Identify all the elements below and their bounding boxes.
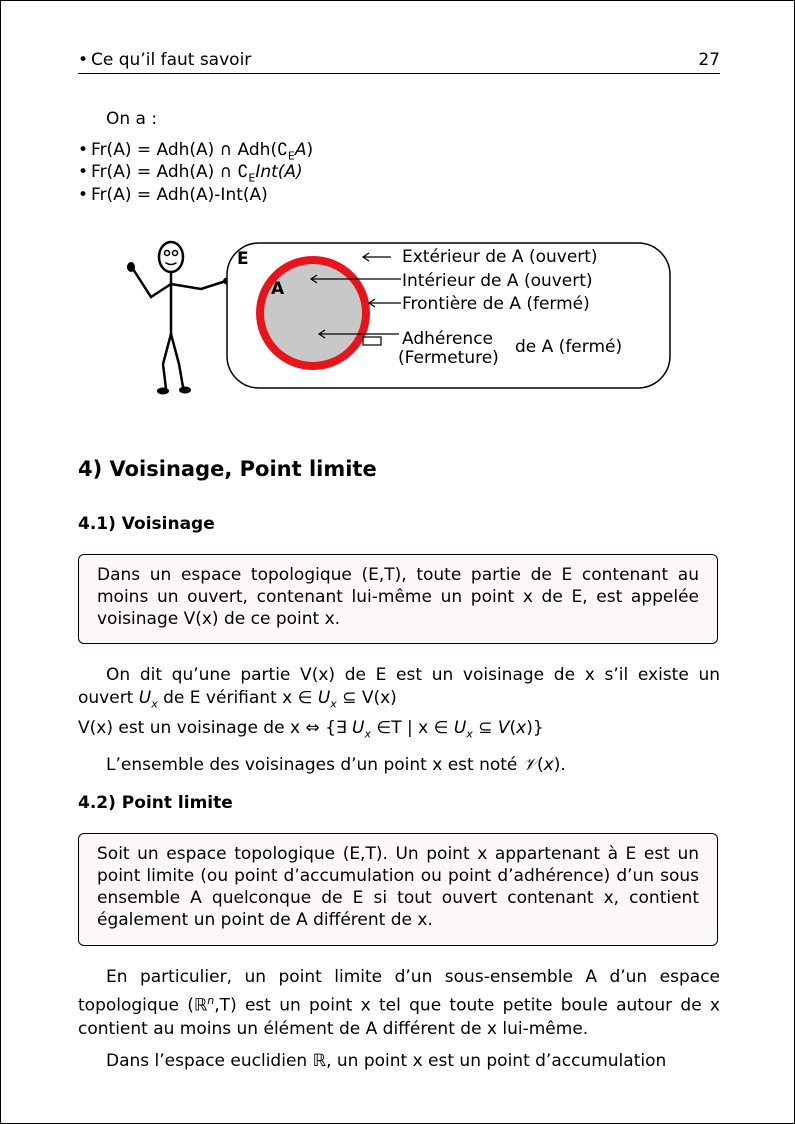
point-limite-paragraph-1: En particulier, un point limite d’un sous-ensemble A d’un espace topologique (ℝ$^n$,T) est un point x tel que toute petite boule autour de x contient au moins un élément de A différent de x lui-même.: [78, 967, 720, 1039]
definition-point-limite-box: Soit un espace topologique (E,T). Un point x appartenant à E est un point limite (ou point d’accumulation ou point d’adhérence) d’un sous ensemble A quelconque de E si tout ouvert contenant x, contient également un point de A différent de x.: [78, 833, 718, 946]
on-a-text: On a :: [106, 109, 158, 129]
topology-illustration: [111, 229, 681, 404]
label-A: A: [271, 279, 285, 299]
section-4-2-title: 4.2) Point limite: [78, 793, 233, 813]
label-exterieur: Extérieur de A (ouvert): [402, 247, 598, 267]
page-header: [78, 47, 720, 74]
label-interieur: Intérieur de A (ouvert): [402, 271, 593, 291]
set-A-disc: [260, 260, 366, 366]
section-label: • Ce qu’il faut savoir: [78, 50, 251, 70]
formula-3: • Fr(A) = Adh(A)-Int(A): [78, 184, 268, 206]
point-limite-paragraph-2: Dans l’espace euclidien ℝ, un point x est un point d’accumulation: [106, 1051, 667, 1071]
formula-1: • Fr(A) = Adh(A) ∩ $Adh(∁_EA)$: [78, 139, 313, 167]
label-fermeture: (Fermeture): [398, 348, 499, 368]
label-de-a-ferme: de A (fermé): [515, 337, 623, 357]
page-number: 27: [698, 50, 720, 70]
definition-voisinage-box: Dans un espace topologique (E,T), toute partie de E contenant au moins un ouvert, contenant lui-même un point x de E, est appelée voisinage V(x) de ce point x.: [78, 554, 718, 644]
voisinage-notation: L’ensemble des voisinages d’un point x est noté 𝒱(x).: [106, 755, 566, 775]
section-4-title: 4) Voisinage, Point limite: [78, 457, 377, 481]
label-E: E: [237, 249, 249, 269]
voisinage-equivalence: V(x) est un voisinage de x ⇔ {∃ $U_x$ ∈T | x ∈ $U_x$ ⊆ V(x)}: [78, 718, 544, 741]
section-4-1-title: 4.1) Voisinage: [78, 514, 215, 534]
label-adherence: Adhérence: [402, 329, 494, 349]
stick-figure: [133, 242, 226, 389]
label-frontiere: Frontière de A (fermé): [402, 294, 590, 314]
formula-2: • Fr(A) = Adh(A) ∩ $∁_EInt(A)$: [78, 161, 303, 189]
voisinage-paragraph-1: On dit qu’une partie V(x) de E est un voisinage de x s’il existe un ouvert $U_x$ de E vérifiant x ∈ $U_x$ ⊆ V(x): [78, 665, 720, 711]
